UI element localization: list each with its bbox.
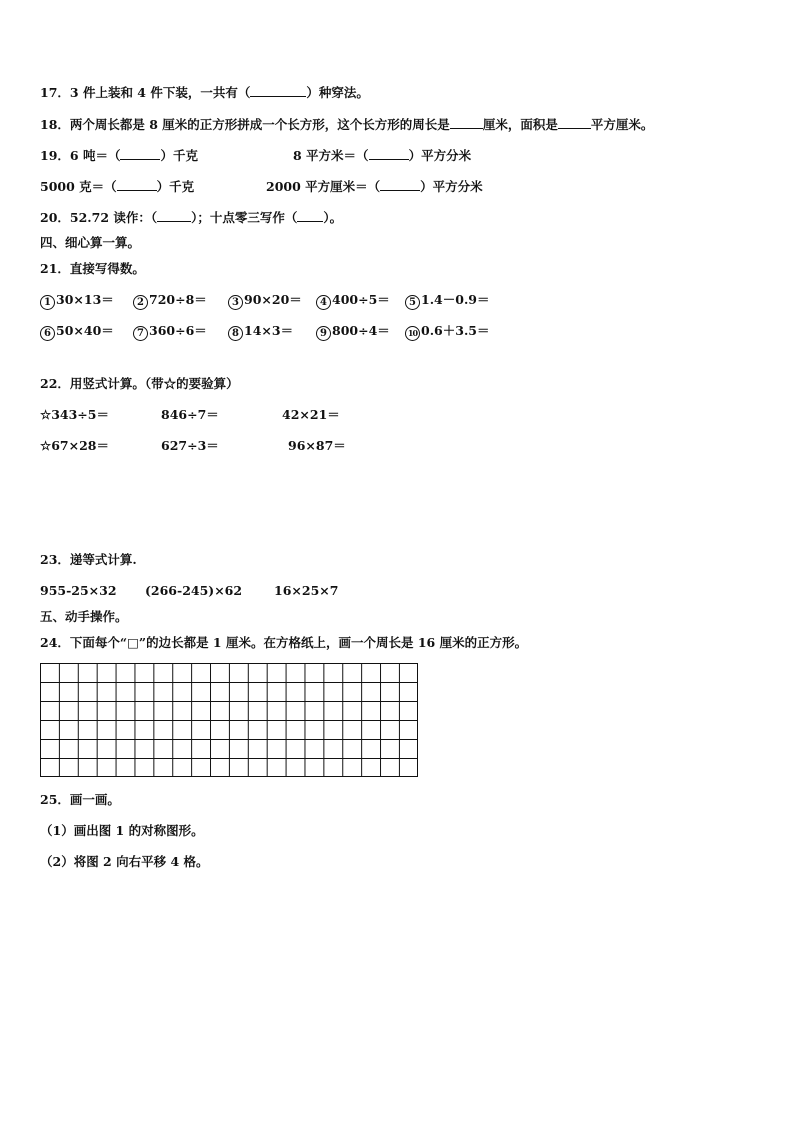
q20-writing-blank[interactable] [297,209,323,222]
question-19b [293,147,471,164]
q21-expression: 90×20＝ [244,292,302,307]
q21-expression: 14×3＝ [244,323,294,338]
section-5-heading: 五、动手操作。 [40,609,128,624]
square-grid-paper[interactable] [40,663,418,777]
q19a-text-after: ）千克 [160,148,198,163]
circled-number: 8 [228,326,243,341]
question-25-title: 25．画一画。 [40,792,120,807]
q21-expression: 0.6＋3.5＝ [421,323,490,338]
q21-item-6 [40,323,114,341]
q21-expression: 30×13＝ [56,292,114,307]
circled-number: 1 [40,295,55,310]
circled-number: 7 [133,326,148,341]
q19b-text-after: ）平方分米 [408,148,472,163]
circled-number: 2 [133,295,148,310]
circled-number: 10 [405,326,420,341]
q20-reading-blank[interactable] [157,209,191,222]
q21-expression: 720÷8＝ [149,292,207,307]
q23-item-2: (266-245)×62 [145,583,243,598]
q18-area-blank[interactable] [558,116,591,129]
q19a-answer-blank[interactable] [120,147,160,160]
q21-item-10 [405,323,490,341]
q17-answer-blank[interactable] [250,84,306,97]
question-22-title: 22．用竖式计算。（带☆的要验算） [40,376,239,391]
q19b-text-before: 8 平方米＝（ [293,148,369,163]
circled-number: 3 [228,295,243,310]
q19c-text-before: 5000 克＝（ [40,179,117,194]
q21-expression: 1.4－0.9＝ [421,292,490,307]
q22-item-2: 846÷7＝ [161,407,219,422]
q21-item-1 [40,292,114,310]
q23-item-3: 16×25×7 [274,583,339,598]
q22-item-4: ☆67×28＝ [40,438,109,453]
question-25-sub-1: （1）画出图 1 的对称图形。 [40,823,204,838]
q18-text-after: 平方厘米。 [590,117,654,132]
q19c-text-after: ）千克 [156,179,195,194]
q19a-text-before: 19．6 吨＝（ [40,148,121,163]
q23-item-1: 955-25×32 [40,583,117,598]
q22-item-1: ☆343÷5＝ [40,407,109,422]
question-23-title: 23．递等式计算. [40,552,137,567]
q19b-answer-blank[interactable] [369,147,409,160]
q21-expression: 50×40＝ [56,323,114,338]
question-18 [40,116,653,133]
q21-expression: 360÷6＝ [149,323,207,338]
q22-item-6: 96×87＝ [288,438,346,453]
q18-text-middle: 厘米，面积是 [482,117,558,132]
q19d-answer-blank[interactable] [380,178,420,191]
q21-item-8 [228,323,293,341]
q19c-answer-blank[interactable] [117,178,157,191]
q17-text-after: ）种穿法。 [306,85,369,100]
circled-number: 6 [40,326,55,341]
q21-item-3 [228,292,302,310]
question-25-sub-2: （2）将图 2 向右平移 4 格。 [40,854,209,869]
q21-expression: 800÷4＝ [332,323,390,338]
q18-perimeter-blank[interactable] [450,116,483,129]
question-19d [266,178,483,195]
question-21-title: 21．直接写得数。 [40,261,145,276]
q21-item-7 [133,323,207,341]
circled-number: 9 [316,326,331,341]
q20-text-after: ）。 [323,210,343,225]
q22-item-5: 627÷3＝ [161,438,219,453]
q20-text-middle: ）；十点零三写作（ [191,210,298,225]
q22-item-3: 42×21＝ [282,407,340,422]
q21-item-5 [405,292,490,310]
q17-text-before: 17．3 件上装和 4 件下装，一共有（ [40,85,251,100]
q18-text-before: 18．两个周长都是 8 厘米的正方形拼成一个长方形，这个长方形的周长是 [40,117,450,132]
circled-number: 5 [405,295,420,310]
question-19a [40,147,198,164]
circled-number: 4 [316,295,331,310]
question-17 [40,84,369,101]
q21-item-4 [316,292,390,310]
question-19c [40,178,194,195]
q21-item-2 [133,292,207,310]
q21-expression: 400÷5＝ [332,292,390,307]
section-4-heading: 四、细心算一算。 [40,235,141,250]
q21-item-9 [316,323,390,341]
question-24-title: 24．下面每个“□”的边长都是 1 厘米。在方格纸上，画一个周长是 16 厘米的正方形。 [40,635,528,650]
q19d-text-after: ）平方分米 [420,179,483,194]
question-20 [40,209,342,226]
q19d-text-before: 2000 平方厘米＝（ [266,179,381,194]
q20-text-before: 20．52.72 读作：（ [40,210,158,225]
